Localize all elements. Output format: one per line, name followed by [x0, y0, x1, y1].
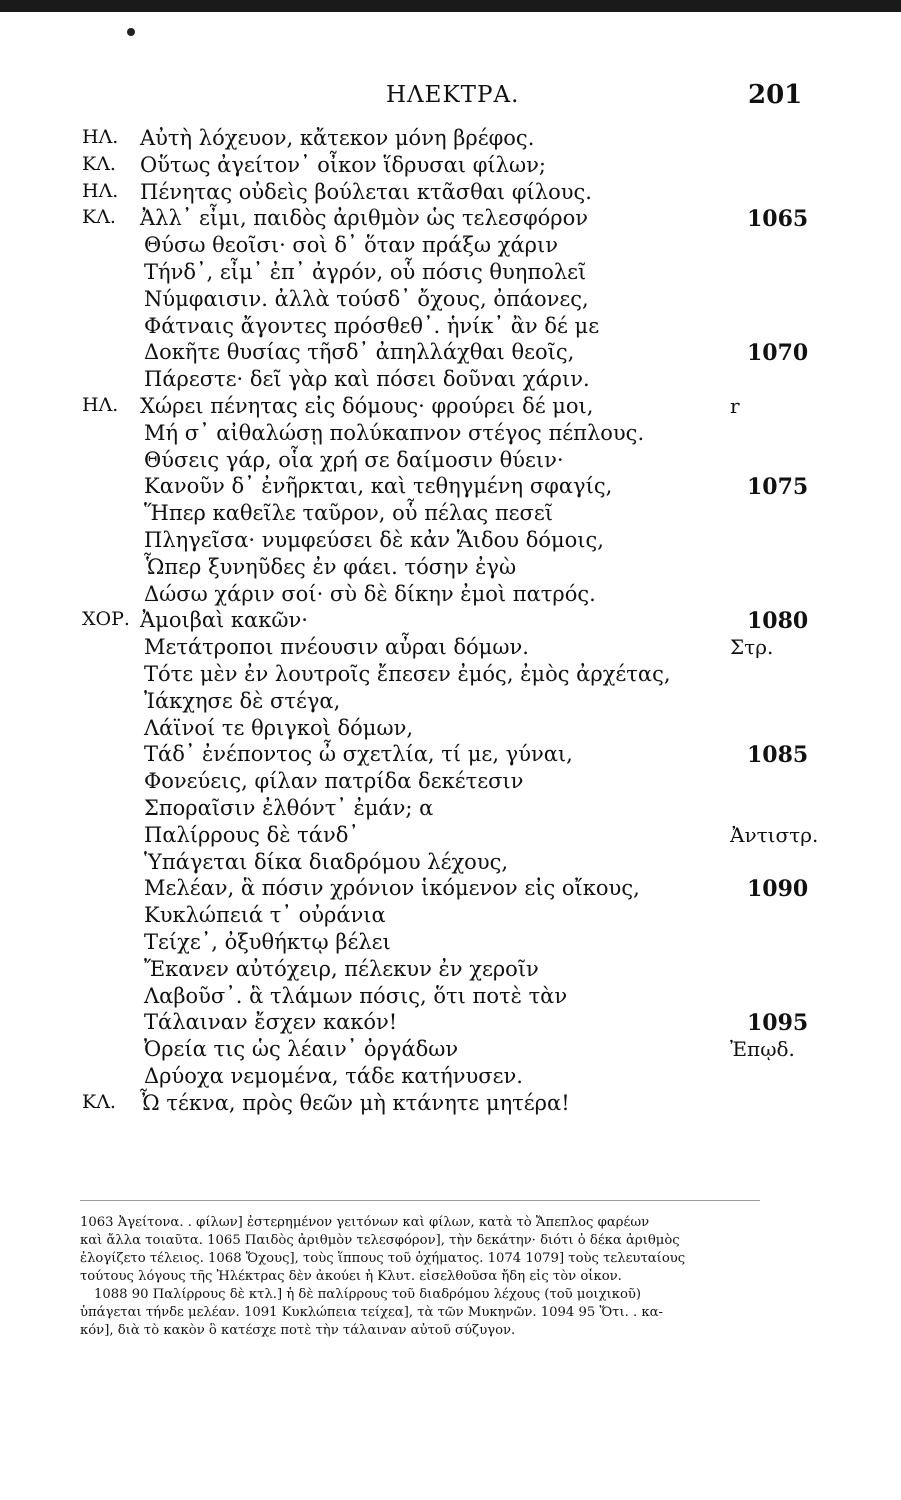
verse-text: Πάρεστε· δεῖ γὰρ καὶ πόσει δοῦναι χάριν.	[144, 367, 590, 392]
footnote-line: τούτους λόγους τῆς Ἠλέκτρας δὲν ἀκούει ἡ Κλυτ. εἰσελθοῦσα ἤδη εἰς τὸν οἶκον.	[80, 1269, 622, 1284]
verse-line	[0, 528, 901, 555]
verse-line	[0, 876, 901, 903]
verse-text: Ὀρεία τις ὡς λέαιν᾽ ὀργάδων	[144, 1037, 459, 1062]
verse-text: Ὑπάγεται δίκα διαδρόμου λέχους,	[144, 849, 509, 874]
verse-text: Ὦ τέκνα, πρὸς θεῶν μὴ κτάνητε μητέρα!	[140, 1090, 570, 1115]
verse-text: Τότε μὲν ἐν λουτροῖς ἔπεσεν ἐμός, ἐμὸς ἀρχέτας,	[144, 661, 671, 686]
verse-block	[0, 126, 901, 1117]
marginal-note: Ἐπῳδ.	[730, 1037, 795, 1062]
verse-text: Φονεύεις, φίλαν πατρίδα δεκέτεσιν	[144, 769, 524, 794]
verse-text: Κανοῦν δ᾽ ἐνῆρκται, καὶ τεθηγμένη σφαγίς,	[144, 474, 613, 499]
running-title: ΗΛΕΚΤΡΑ.	[386, 82, 520, 108]
verse-text: Θύσεις γάρ, οἷα χρή σε δαίμοσιν θύειν·	[144, 447, 564, 472]
verse-text: Παλίρρους δὲ τάνδ᾽	[144, 822, 359, 847]
footnote-line: καὶ ἄλλα τοιαῦτα. 1065 Παιδὸς ἀριθμὸν τελεσφόρον], τὴν δεκάτην· διότι ὁ δέκα ἀριθμὸς	[80, 1233, 680, 1248]
verse-line	[0, 555, 901, 582]
verse-text: Τάλαιναν ἔσχεν κακόν!	[144, 1010, 398, 1035]
line-number: 1090	[747, 876, 809, 903]
speaker-label: ΗΛ.	[82, 179, 119, 202]
verse-line	[0, 260, 901, 287]
verse-line	[0, 1091, 901, 1118]
verse-text: Τήνδ᾽, εἶμ᾽ ἐπ᾽ ἀγρόν, οὗ πόσις θυηπολεῖ	[144, 259, 587, 284]
verse-line	[0, 474, 901, 501]
line-number: 1080	[747, 608, 809, 635]
footnotes	[80, 1214, 770, 1340]
footnote-line: 1088 90 Παλίρρους δὲ κτλ.] ἡ δὲ παλίρρους τοῦ διαδρόμου λέχους (τοῦ μοιχικοῦ)	[94, 1287, 642, 1302]
line-number: 1070	[747, 340, 809, 367]
line-number: 1095	[747, 1010, 809, 1037]
ink-dot	[127, 28, 135, 36]
verse-line	[0, 984, 901, 1011]
verse-line	[0, 153, 901, 180]
verse-text: Ἀλλ᾽ εἶμι, παιδὸς ἀριθμὸν ὡς τελεσφόρον	[140, 206, 589, 231]
verse-line	[0, 716, 901, 743]
page-number: 201	[748, 80, 803, 110]
verse-line	[0, 206, 901, 233]
speaker-label: ΗΛ.	[82, 393, 119, 416]
speaker-label: ΧΟΡ.	[82, 608, 130, 631]
footnote-line: κόν], διὰ τὸ κακὸν ὃ κατέσχε ποτὲ τὴν τάλαιναν αὐτοῦ σύζυγον.	[80, 1323, 516, 1338]
verse-line	[0, 448, 901, 475]
verse-text: Ἀμοιβαὶ κακῶν·	[140, 608, 308, 633]
verse-line	[0, 287, 901, 314]
verse-line	[0, 796, 901, 823]
verse-line	[0, 314, 901, 341]
marginal-note: r	[730, 393, 740, 418]
verse-line	[0, 608, 901, 635]
verse-line	[0, 957, 901, 984]
verse-text: Ἔκανεν αὐτόχειρ, πέλεκυν ἐν χεροῖν	[144, 956, 539, 981]
line-number: 1065	[747, 206, 809, 233]
marginal-note: Στρ.	[730, 635, 774, 660]
verse-text: Φάτναις ἄγοντες πρόσθεθ᾽. ἡνίκ᾽ ἂν δέ με	[144, 313, 600, 338]
verse-line	[0, 689, 901, 716]
verse-text: Τάδ᾽ ἐνέποντος ὦ σχετλία, τί με, γύναι,	[144, 742, 573, 767]
speaker-label: ΚΛ.	[82, 1090, 116, 1113]
footnote-line: 1063 Ἀγείτονα. . φίλων] ἐστερημένον γειτόνων καὶ φίλων, κατὰ τὸ Ἄπεπλος φαρέων	[80, 1215, 650, 1230]
verse-text: Χώρει πένητας εἰς δόμους· φρούρει δέ μοι,	[140, 393, 594, 418]
verse-line	[0, 394, 901, 421]
verse-text: Δοκῆτε θυσίας τῆσδ᾽ ἀπηλλάχθαι θεοῖς,	[144, 340, 575, 365]
verse-line	[0, 421, 901, 448]
verse-line	[0, 233, 901, 260]
verse-line	[0, 742, 901, 769]
verse-text: Μή σ᾽ αἰθαλώσῃ πολύκαπνον στέγος πέπλους.	[144, 420, 645, 445]
line-number: 1075	[747, 474, 809, 501]
footnote-line: ἐλογίζετο τέλειος. 1068 Ὄχους], τοὺς ἵππους τοῦ ὀχήματος. 1074 1079] τοὺς τελευταίους	[80, 1251, 686, 1266]
verse-text: Πένητας οὐδεὶς βούλεται κτᾶσθαι φίλους.	[140, 179, 592, 204]
speaker-label: ΚΛ.	[82, 206, 116, 229]
verse-text: Ἰάκχησε δὲ στέγα,	[144, 688, 341, 713]
verse-line	[0, 1064, 901, 1091]
footnote-divider	[80, 1200, 760, 1201]
speaker-label: ΗΛ.	[82, 126, 119, 148]
verse-line	[0, 662, 901, 689]
verse-text: Αὐτὴ λόχευον, κἄτεκον μόνη βρέφος.	[140, 126, 535, 150]
verse-line	[0, 823, 901, 850]
verse-line	[0, 850, 901, 877]
verse-line	[0, 340, 901, 367]
verse-line	[0, 367, 901, 394]
verse-line	[0, 1010, 901, 1037]
verse-text: Ἥπερ καθεῖλε ταῦρον, οὗ πέλας πεσεῖ	[144, 501, 553, 526]
verse-line	[0, 635, 901, 662]
verse-line	[0, 180, 901, 207]
footnote-line: ὑπάγεται τήνδε μελέαν. 1091 Κυκλώπεια τείχεα], τὰ τῶν Μυκηνῶν. 1094 95 Ὅτι. . κα-	[80, 1305, 663, 1320]
verse-line	[0, 582, 901, 609]
verse-text: Τείχε᾽, ὀξυθήκτῳ βέλει	[144, 929, 391, 954]
verse-text: Πληγεῖσα· νυμφεύσει δὲ κἀν Ἅιδου δόμοις,	[144, 527, 604, 552]
top-edge-bar	[0, 0, 901, 12]
verse-text: Ὧπερ ξυνηῦδες ἐν φάει. τόσην ἐγὼ	[144, 554, 517, 579]
verse-text: Λαβοῦσ᾽. ἃ τλάμων πόσις, ὅτι ποτὲ τὰν	[144, 983, 568, 1008]
verse-text: Σποραῖσιν ἐλθόντ᾽ ἐμάν; α	[144, 795, 434, 820]
verse-line	[0, 769, 901, 796]
verse-line	[0, 903, 901, 930]
verse-text: Οὕτως ἀγείτον᾽ οἶκον ἵδρυσαι φίλων;	[140, 152, 546, 177]
verse-text: Θύσω θεοῖσι· σοὶ δ᾽ ὅταν πράξω χάριν	[144, 233, 558, 258]
verse-text: Μετάτροποι πνέουσιν αὖραι δόμων.	[144, 635, 529, 660]
line-number: 1085	[747, 742, 809, 769]
verse-text: Νύμφαισιν. ἀλλὰ τούσδ᾽ ὄχους, ὀπάονες,	[144, 286, 589, 311]
verse-text: Δρύοχα νεμομένα, τάδε κατήνυσεν.	[144, 1063, 523, 1088]
speaker-label: ΚΛ.	[82, 152, 116, 175]
marginal-note: Ἀντιστρ.	[730, 822, 819, 847]
verse-text: Κυκλώπειά τ᾽ οὐράνια	[144, 903, 386, 928]
verse-line	[0, 930, 901, 957]
verse-line	[0, 1037, 901, 1064]
verse-text: Λάϊνοί τε θριγκοὶ δόμων,	[144, 715, 414, 740]
verse-text: Μελέαν, ἃ πόσιν χρόνιον ἱκόμενον εἰς οἴκους,	[144, 876, 640, 901]
verse-line	[0, 126, 901, 153]
verse-line	[0, 501, 901, 528]
verse-text: Δώσω χάριν σοί· σὺ δὲ δίκην ἐμοὶ πατρός.	[144, 581, 596, 606]
